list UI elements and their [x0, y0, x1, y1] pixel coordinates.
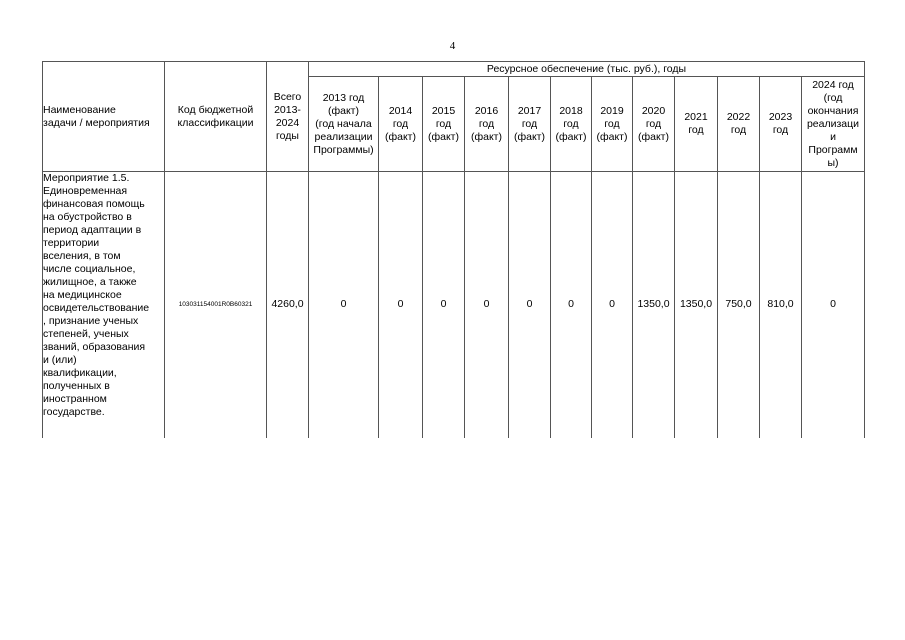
row-value-2014: 0	[379, 172, 423, 438]
header-year-2015: 2015 год (факт)	[423, 77, 465, 172]
header-year-2017: 2017 год (факт)	[509, 77, 551, 172]
header-code: Код бюджетной классификации	[165, 62, 267, 172]
header-year-2014: 2014 год (факт)	[379, 77, 423, 172]
row-value-2017: 0	[509, 172, 551, 438]
header-year-2022: 2022 год	[718, 77, 760, 172]
row-value-2020: 1350,0	[633, 172, 675, 438]
row-value-2023: 810,0	[760, 172, 802, 438]
header-total: Всего 2013- 2024 годы	[267, 62, 309, 172]
header-resource-group: Ресурсное обеспечение (тыс. руб.), годы	[309, 62, 865, 77]
row-value-2022: 750,0	[718, 172, 760, 438]
row-value-2024: 0	[802, 172, 865, 438]
header-year-2016: 2016 год (факт)	[465, 77, 509, 172]
header-task: Наименование задачи / мероприятия	[43, 62, 165, 172]
resource-table	[42, 61, 865, 438]
header-year-2020: 2020 год (факт)	[633, 77, 675, 172]
row-value-2013: 0	[309, 172, 379, 438]
row-task-text: Мероприятие 1.5. Единовременная финансовая помощь на обустройство в период адаптации в территории вселения, в том числе социальное, жилищное, а также на медицинское освидетельствование , признание ученых степеней, ученых званий, образования и (или) квалификации, полученных в иностранном государстве.	[43, 172, 165, 438]
page-number: 4	[449, 40, 456, 52]
header-year-2024: 2024 год (год окончания реализаци и Программ ы)	[802, 77, 865, 172]
row-budget-code: 103031154001R0B60321	[165, 172, 267, 438]
row-value-2016: 0	[465, 172, 509, 438]
header-year-2019: 2019 год (факт)	[592, 77, 633, 172]
header-year-2013: 2013 год (факт) (год начала реализации Программы)	[309, 77, 379, 172]
header-row-group	[43, 62, 865, 77]
header-year-2023: 2023 год	[760, 77, 802, 172]
row-value-2018: 0	[551, 172, 592, 438]
row-value-2019: 0	[592, 172, 633, 438]
row-value-2021: 1350,0	[675, 172, 718, 438]
header-year-2021: 2021 год	[675, 77, 718, 172]
row-value-2015: 0	[423, 172, 465, 438]
table-row	[43, 172, 865, 438]
row-total: 4260,0	[267, 172, 309, 438]
header-year-2018: 2018 год (факт)	[551, 77, 592, 172]
